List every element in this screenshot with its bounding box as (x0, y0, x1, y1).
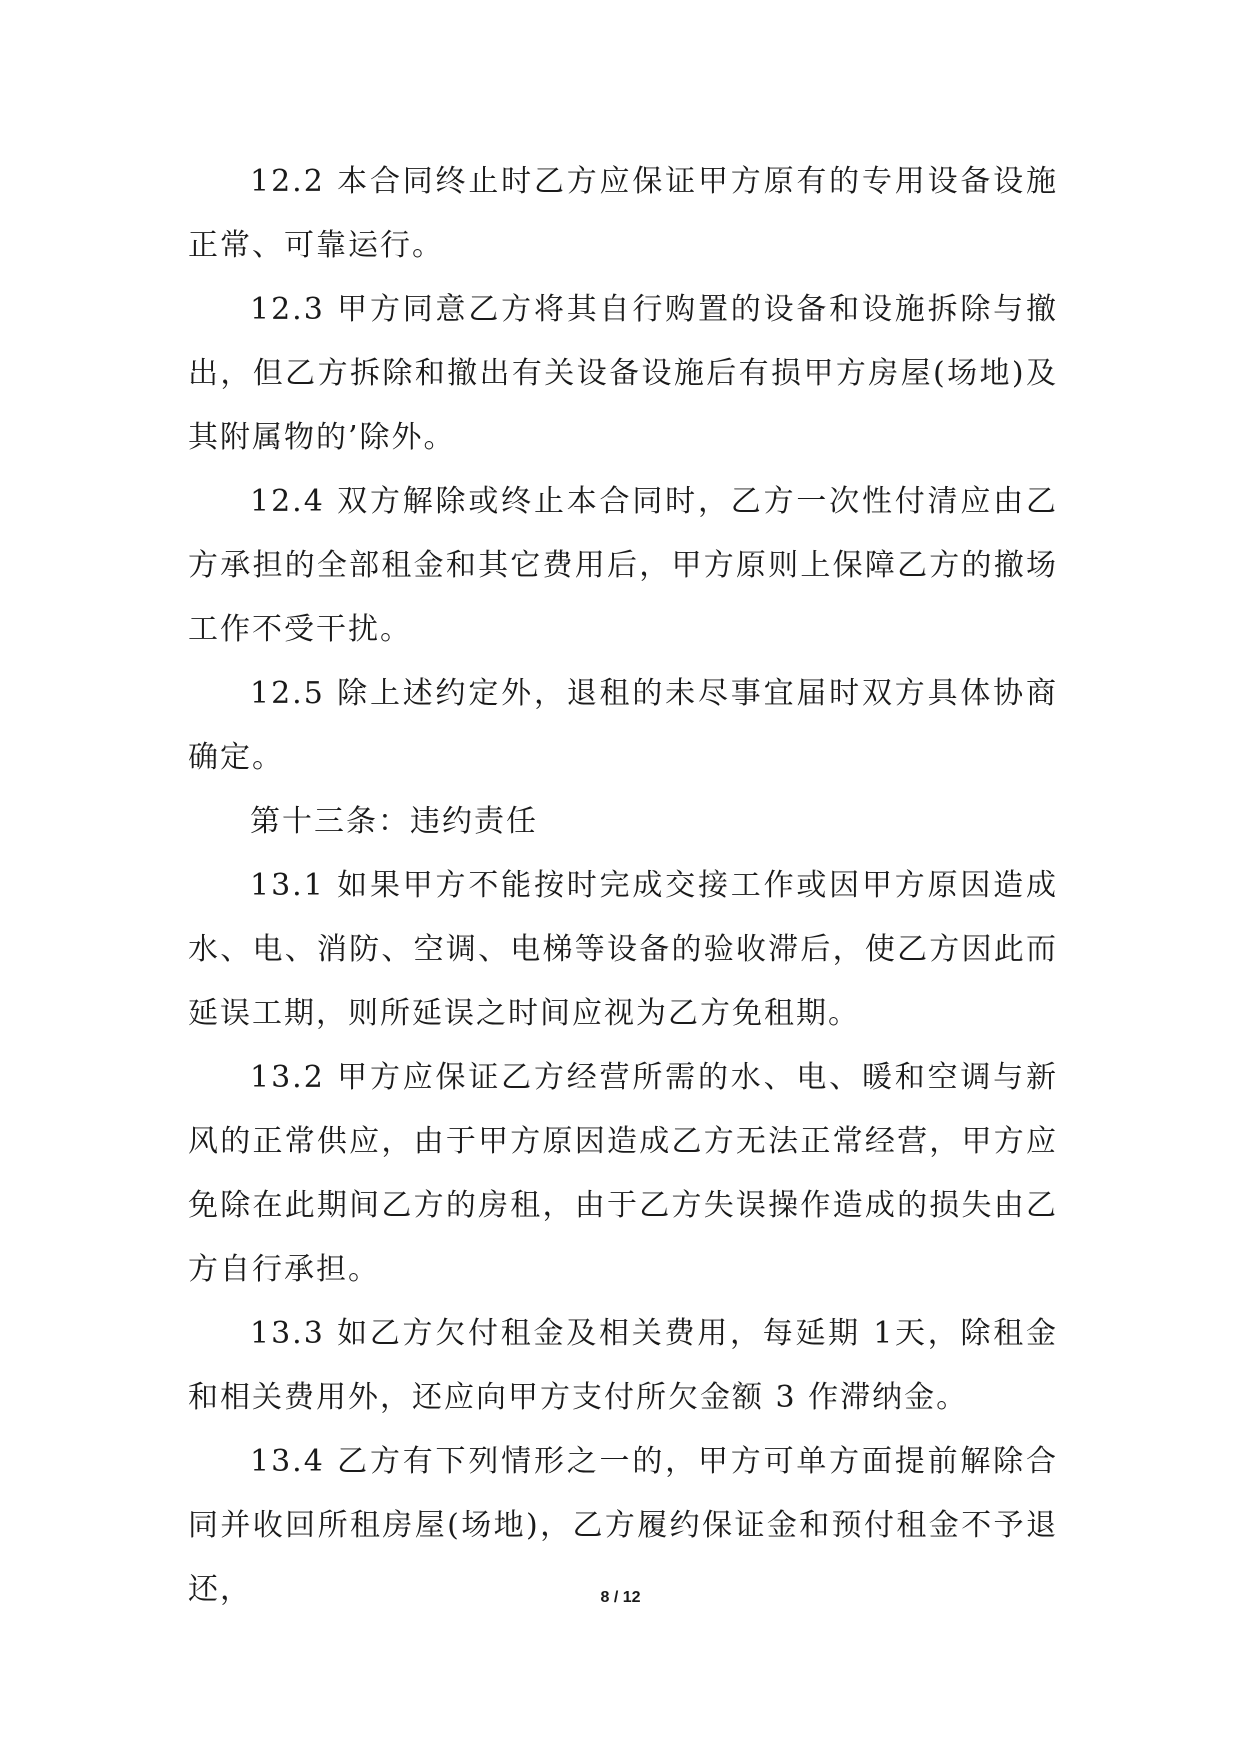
document-body (188, 150, 1058, 1622)
paragraph-13-2: 13.2 甲方应保证乙方经营所需的水、电、暖和空调与新风的正常供应，由于甲方原因造成乙方无法正常经营，甲方应免除在此期间乙方的房租，由于乙方失误操作造成的损失由乙方自行承担。 (188, 1060, 1058, 1287)
paragraph-13-4: 13.4 乙方有下列情形之一的，甲方可单方面提前解除合同并收回所租房屋(场地)，乙方履约保证金和预付租金不予退还， (188, 1444, 1058, 1607)
paragraph-12-5: 12.5 除上述约定外，退租的未尽事宜届时双方具体协商确定。 (188, 676, 1058, 775)
paragraph-12-4: 12.4 双方解除或终止本合同时，乙方一次性付清应由乙方承担的全部租金和其它费用后，甲方原则上保障乙方的撤场工作不受干扰。 (188, 484, 1058, 647)
paragraph-13-1: 13.1 如果甲方不能按时完成交接工作或因甲方原因造成水、电、消防、空调、电梯等设备的验收滞后，使乙方因此而延误工期，则所延误之时间应视为乙方免租期。 (188, 868, 1058, 1031)
paragraph-13-3: 13.3 如乙方欠付租金及相关费用，每延期 1天，除租金和相关费用外，还应向甲方支付所欠金额 3 作滞纳金。 (188, 1316, 1058, 1415)
paragraph-12-3: 12.3 甲方同意乙方将其自行购置的设备和设施拆除与撤出，但乙方拆除和撤出有关设备设施后有损甲方房屋(场地)及其附属物的’除外。 (188, 292, 1058, 455)
paragraph-12-2: 12.2 本合同终止时乙方应保证甲方原有的专用设备设施正常、可靠运行。 (188, 164, 1058, 263)
page-number: 8 / 12 (600, 1589, 641, 1606)
article-13-heading: 第十三条：违约责任 (250, 804, 538, 839)
